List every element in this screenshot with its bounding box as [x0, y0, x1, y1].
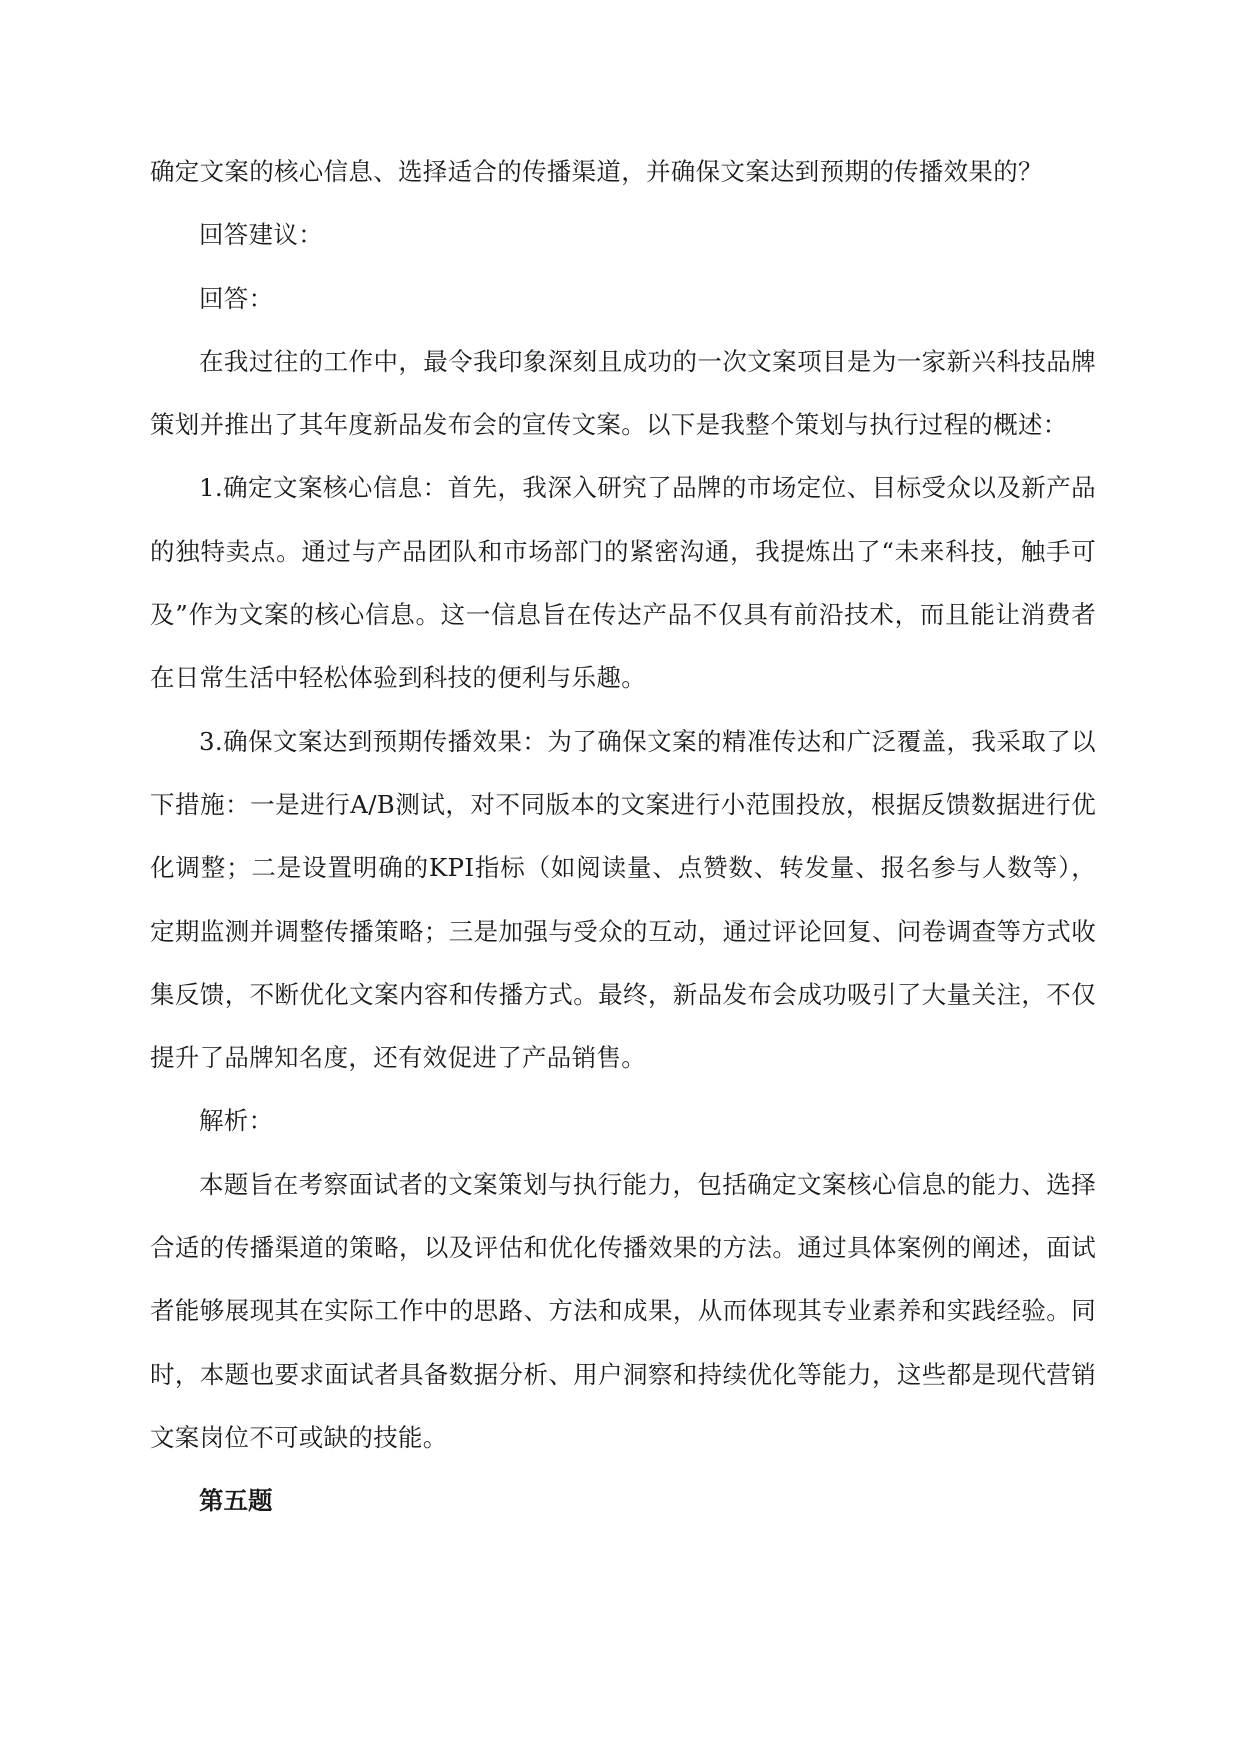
question-continuation: 确定文案的核心信息、选择适合的传播渠道，并确保文案达到预期的传播效果的？ — [150, 157, 1043, 186]
effect-assurance-paragraph: 3.确保文案达到预期传播效果：为了确保文案的精准传达和广泛覆盖，我采取了以下措施：一是进行A/B测试，对不同版本的文案进行小范围投放，根据反馈数据进行优化调整；二是设置明确的KPI指标（如阅读量、点赞数、转发量、报名参与人数等），定期监测并调整传播策略；三是加强与受众的互动，通过评论回复、问卷调查等方式收集反馈，不断优化文案内容和传播方式。最终，新品发布会成功吸引了大量关注，不仅提升了品牌知名度，还有效促进了产品销售。 — [150, 726, 1096, 1073]
answer-suggestion-label: 回答建议： — [199, 220, 323, 250]
answer-intro-paragraph: 在我过往的工作中，最令我印象深刻且成功的一次文案项目是为一家新兴科技品牌策划并推出了其年度新品发布会的宣传文案。以下是我整个策划与执行过程的概述： — [150, 346, 1096, 440]
section-heading: 第五题 — [199, 1486, 273, 1516]
analysis-label: 解析： — [199, 1106, 274, 1136]
answer-label: 回答： — [199, 283, 274, 313]
analysis-paragraph: 本题旨在考察面试者的文案策划与执行能力，包括确定文案核心信息的能力、选择合适的传播渠道的策略，以及评估和优化传播效果的方法。通过具体案例的阐述，面试者能够展现其在实际工作中的思路、方法和成果，从而体现其专业素养和实践经验。同时，本题也要求面试者具备数据分析、用户洞察和持续优化等能力，这些都是现代营销文案岗位不可或缺的技能。 — [150, 1169, 1096, 1452]
core-message-paragraph: 1.确定文案核心信息：首先，我深入研究了品牌的市场定位、目标受众以及新产品的独特卖点。通过与产品团队和市场部门的紧密沟通，我提炼出了“未来科技，触手可及”作为文案的核心信息。这一信息旨在传达产品不仅具有前沿技术，而且能让消费者在日常生活中轻松体验到科技的便利与乐趣。 — [150, 473, 1096, 693]
document-page — [150, 140, 1096, 1533]
